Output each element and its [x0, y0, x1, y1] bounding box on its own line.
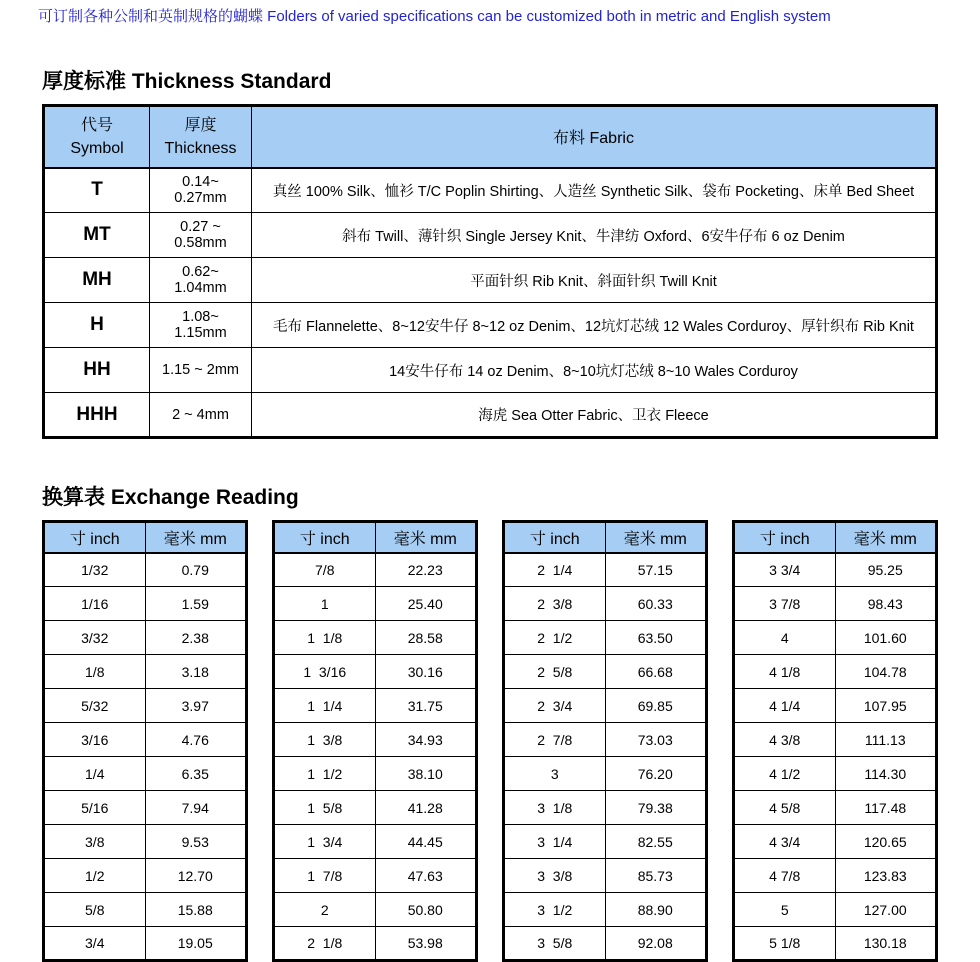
thickness-cell: 0.14~ 0.27mm: [150, 168, 252, 213]
inch-cell: 1/16: [44, 587, 146, 621]
inch-cell: 2: [274, 893, 376, 927]
fabric-cell: 平面针织 Rib Knit、斜面针织 Twill Knit: [252, 258, 937, 303]
exchange-row: [734, 723, 937, 757]
exchange-row: [44, 723, 247, 757]
exchange-row: [44, 927, 247, 961]
inch-cell: 5/16: [44, 791, 146, 825]
mm-column-header: 毫米 mm: [835, 522, 937, 553]
thickness-row: [44, 213, 937, 258]
inch-cell: 1 1/2: [274, 757, 376, 791]
inch-cell: 2 3/4: [504, 689, 606, 723]
inch-cell: 4 5/8: [734, 791, 836, 825]
mm-cell: 98.43: [835, 587, 937, 621]
mm-cell: 3.97: [145, 689, 247, 723]
exchange-row: [44, 689, 247, 723]
mm-cell: 7.94: [145, 791, 247, 825]
thickness-header-en: Thickness: [164, 139, 237, 157]
mm-cell: 88.90: [605, 893, 707, 927]
exchange-row: [504, 655, 707, 689]
inch-cell: 4 1/4: [734, 689, 836, 723]
exchange-table-body: [44, 553, 247, 961]
mm-cell: 15.88: [145, 893, 247, 927]
mm-cell: 104.78: [835, 655, 937, 689]
exchange-table-body: [734, 553, 937, 961]
inch-cell: 4 3/4: [734, 825, 836, 859]
exchange-row: [734, 689, 937, 723]
exchange-row: [274, 859, 477, 893]
inch-cell: 3 3/4: [734, 553, 836, 587]
mm-column-header: 毫米 mm: [605, 522, 707, 553]
inch-cell: 1 3/8: [274, 723, 376, 757]
top-note: 可订制各种公制和英制规格的蝴蝶 Folders of varied specifications can be customized both in metric and English system: [38, 8, 831, 25]
inch-cell: 5/8: [44, 893, 146, 927]
mm-cell: 120.65: [835, 825, 937, 859]
inch-cell: 1 1/4: [274, 689, 376, 723]
inch-cell: 1 7/8: [274, 859, 376, 893]
mm-cell: 73.03: [605, 723, 707, 757]
exchange-row: [44, 621, 247, 655]
exchange-section-title: 换算表 Exchange Reading: [42, 486, 299, 509]
mm-cell: 34.93: [375, 723, 477, 757]
inch-cell: 3/8: [44, 825, 146, 859]
mm-cell: 130.18: [835, 927, 937, 961]
mm-cell: 2.38: [145, 621, 247, 655]
symbol-cell: HH: [44, 348, 150, 393]
thickness-cell: 0.62~ 1.04mm: [150, 258, 252, 303]
mm-cell: 92.08: [605, 927, 707, 961]
symbol-header-en: Symbol: [70, 139, 124, 157]
inch-cell: 3 3/8: [504, 859, 606, 893]
exchange-table-body: [274, 553, 477, 961]
inch-column-header: 寸 inch: [734, 522, 836, 553]
exchange-row: [504, 927, 707, 961]
exchange-table: [502, 520, 708, 962]
inch-column-header: 寸 inch: [504, 522, 606, 553]
exchange-row: [734, 791, 937, 825]
mm-cell: 63.50: [605, 621, 707, 655]
exchange-row: [504, 587, 707, 621]
mm-cell: 22.23: [375, 553, 477, 587]
mm-cell: 47.63: [375, 859, 477, 893]
thickness-row: [44, 393, 937, 438]
exchange-table: [42, 520, 248, 962]
exchange-row: [734, 553, 937, 587]
mm-cell: 69.85: [605, 689, 707, 723]
mm-cell: 79.38: [605, 791, 707, 825]
exchange-row: [734, 621, 937, 655]
thickness-cell: 0.27 ~ 0.58mm: [150, 213, 252, 258]
thickness-row: [44, 303, 937, 348]
inch-cell: 3/4: [44, 927, 146, 961]
inch-cell: 2 3/8: [504, 587, 606, 621]
symbol-column-header: [44, 106, 150, 168]
mm-cell: 50.80: [375, 893, 477, 927]
exchange-row: [504, 689, 707, 723]
inch-cell: 2 1/4: [504, 553, 606, 587]
exchange-row: [734, 893, 937, 927]
exchange-tables-container: [42, 520, 938, 962]
exchange-row: [504, 757, 707, 791]
exchange-row: [44, 655, 247, 689]
mm-cell: 9.53: [145, 825, 247, 859]
exchange-row: [274, 927, 477, 961]
inch-cell: 4 7/8: [734, 859, 836, 893]
fabric-cell: 海虎 Sea Otter Fabric、卫衣 Fleece: [252, 393, 937, 438]
exchange-row: [734, 587, 937, 621]
fabric-cell: 14安牛仔布 14 oz Denim、8~10坑灯芯绒 8~10 Wales Corduroy: [252, 348, 937, 393]
exchange-row: [734, 927, 937, 961]
mm-cell: 95.25: [835, 553, 937, 587]
symbol-cell: MT: [44, 213, 150, 258]
exchange-row: [504, 553, 707, 587]
mm-cell: 60.33: [605, 587, 707, 621]
inch-cell: 3 7/8: [734, 587, 836, 621]
mm-cell: 53.98: [375, 927, 477, 961]
thickness-cell: 2 ~ 4mm: [150, 393, 252, 438]
exchange-row: [504, 825, 707, 859]
exchange-row: [734, 859, 937, 893]
exchange-row: [734, 757, 937, 791]
exchange-row: [44, 859, 247, 893]
exchange-row: [274, 655, 477, 689]
thickness-row: [44, 168, 937, 213]
exchange-row: [274, 587, 477, 621]
thickness-cell: 1.08~ 1.15mm: [150, 303, 252, 348]
symbol-cell: H: [44, 303, 150, 348]
mm-cell: 41.28: [375, 791, 477, 825]
exchange-row: [274, 723, 477, 757]
exchange-row: [44, 553, 247, 587]
inch-cell: 5 1/8: [734, 927, 836, 961]
mm-cell: 30.16: [375, 655, 477, 689]
exchange-row: [504, 621, 707, 655]
exchange-row: [274, 621, 477, 655]
inch-cell: 3: [504, 757, 606, 791]
inch-cell: 4 1/8: [734, 655, 836, 689]
inch-cell: 1: [274, 587, 376, 621]
mm-cell: 111.13: [835, 723, 937, 757]
exchange-row: [44, 587, 247, 621]
exchange-row: [44, 791, 247, 825]
inch-cell: 3/16: [44, 723, 146, 757]
mm-cell: 123.83: [835, 859, 937, 893]
inch-cell: 4 1/2: [734, 757, 836, 791]
exchange-table-body: [504, 553, 707, 961]
inch-cell: 2 7/8: [504, 723, 606, 757]
mm-cell: 57.15: [605, 553, 707, 587]
exchange-row: [44, 757, 247, 791]
mm-cell: 4.76: [145, 723, 247, 757]
exchange-row: [734, 825, 937, 859]
inch-cell: 3/32: [44, 621, 146, 655]
inch-cell: 4: [734, 621, 836, 655]
mm-cell: 38.10: [375, 757, 477, 791]
mm-cell: 85.73: [605, 859, 707, 893]
exchange-table: [272, 520, 478, 962]
exchange-row: [504, 791, 707, 825]
inch-cell: 1/4: [44, 757, 146, 791]
inch-cell: 5/32: [44, 689, 146, 723]
inch-cell: 1/2: [44, 859, 146, 893]
exchange-row: [44, 825, 247, 859]
inch-cell: 1/32: [44, 553, 146, 587]
thickness-table-body: [44, 168, 937, 438]
inch-cell: 3 1/4: [504, 825, 606, 859]
thickness-table: [42, 104, 938, 439]
inch-cell: 3 5/8: [504, 927, 606, 961]
inch-cell: 2 5/8: [504, 655, 606, 689]
mm-cell: 3.18: [145, 655, 247, 689]
inch-cell: 3 1/8: [504, 791, 606, 825]
inch-cell: 3 1/2: [504, 893, 606, 927]
exchange-row: [274, 689, 477, 723]
inch-cell: 1 3/4: [274, 825, 376, 859]
mm-cell: 82.55: [605, 825, 707, 859]
thickness-column-header: [150, 106, 252, 168]
exchange-row: [44, 893, 247, 927]
inch-cell: 4 3/8: [734, 723, 836, 757]
inch-cell: 1 5/8: [274, 791, 376, 825]
mm-cell: 6.35: [145, 757, 247, 791]
symbol-cell: T: [44, 168, 150, 213]
symbol-cell: MH: [44, 258, 150, 303]
mm-cell: 0.79: [145, 553, 247, 587]
mm-cell: 114.30: [835, 757, 937, 791]
mm-cell: 44.45: [375, 825, 477, 859]
fabric-cell: 真丝 100% Silk、恤衫 T/C Poplin Shirting、人造丝 Synthetic Silk、袋布 Pocketing、床单 Bed Sheet: [252, 168, 937, 213]
exchange-row: [734, 655, 937, 689]
fabric-column-header: 布料 Fabric: [252, 106, 937, 168]
fabric-cell: 毛布 Flannelette、8~12安牛仔 8~12 oz Denim、12坑灯芯绒 12 Wales Corduroy、厚针织布 Rib Knit: [252, 303, 937, 348]
exchange-row: [274, 553, 477, 587]
fabric-cell: 斜布 Twill、薄针织 Single Jersey Knit、牛津纺 Oxford、6安牛仔布 6 oz Denim: [252, 213, 937, 258]
mm-cell: 117.48: [835, 791, 937, 825]
inch-cell: 5: [734, 893, 836, 927]
inch-cell: 1 1/8: [274, 621, 376, 655]
inch-cell: 7/8: [274, 553, 376, 587]
inch-cell: 2 1/8: [274, 927, 376, 961]
thickness-cell: 1.15 ~ 2mm: [150, 348, 252, 393]
mm-cell: 25.40: [375, 587, 477, 621]
exchange-row: [274, 757, 477, 791]
exchange-row: [504, 859, 707, 893]
mm-cell: 1.59: [145, 587, 247, 621]
inch-cell: 2 1/2: [504, 621, 606, 655]
inch-cell: 1 3/16: [274, 655, 376, 689]
symbol-header-zh: 代号: [80, 116, 113, 134]
mm-cell: 107.95: [835, 689, 937, 723]
mm-cell: 101.60: [835, 621, 937, 655]
exchange-row: [274, 791, 477, 825]
thickness-row: [44, 348, 937, 393]
thickness-row: [44, 258, 937, 303]
inch-cell: 1/8: [44, 655, 146, 689]
exchange-table: [732, 520, 938, 962]
mm-column-header: 毫米 mm: [145, 522, 247, 553]
inch-column-header: 寸 inch: [44, 522, 146, 553]
mm-cell: 19.05: [145, 927, 247, 961]
thickness-section-title: 厚度标准 Thickness Standard: [42, 70, 332, 93]
exchange-row: [504, 893, 707, 927]
thickness-header-zh: 厚度: [184, 116, 217, 134]
exchange-row: [274, 893, 477, 927]
symbol-cell: HHH: [44, 393, 150, 438]
exchange-row: [274, 825, 477, 859]
mm-column-header: 毫米 mm: [375, 522, 477, 553]
mm-cell: 76.20: [605, 757, 707, 791]
mm-cell: 127.00: [835, 893, 937, 927]
thickness-table-header: [44, 106, 937, 168]
mm-cell: 66.68: [605, 655, 707, 689]
mm-cell: 31.75: [375, 689, 477, 723]
inch-column-header: 寸 inch: [274, 522, 376, 553]
exchange-row: [504, 723, 707, 757]
mm-cell: 12.70: [145, 859, 247, 893]
mm-cell: 28.58: [375, 621, 477, 655]
